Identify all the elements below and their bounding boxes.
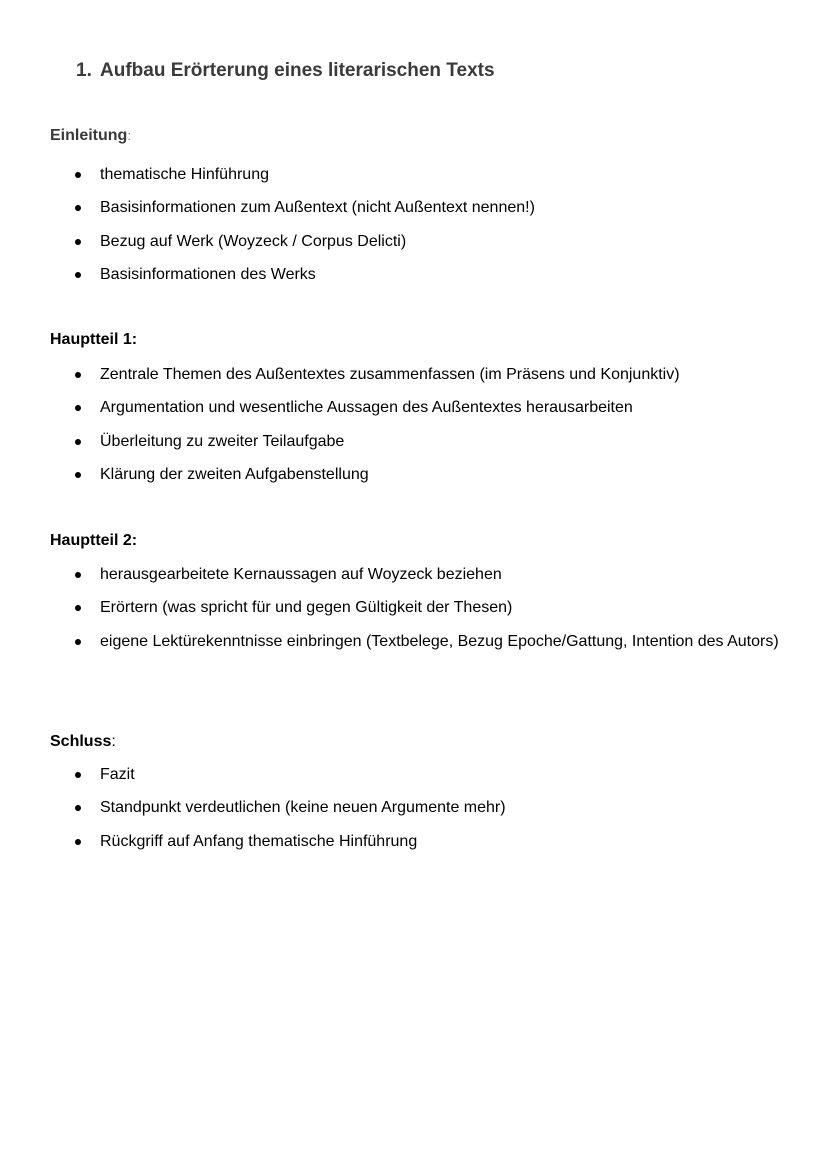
hauptteil-1-heading-text: Hauptteil 1: — [50, 331, 138, 348]
bullet-icon — [75, 405, 81, 411]
list-item-text: herausgearbeitete Kernaussagen auf Woyzeck beziehen — [100, 566, 502, 583]
title-number: 1. — [76, 60, 92, 81]
list-item-text: eigene Lektürekenntnisse einbringen (Textbelege, Bezug Epoche/Gattung, Intention des Autors) — [100, 632, 779, 650]
list-item-text: Bezug auf Werk (Woyzeck / Corpus Delicti) — [100, 232, 407, 250]
bullet-icon — [75, 839, 81, 845]
bullet-icon — [75, 372, 81, 378]
schluss-heading-text: Schluss — [50, 733, 112, 750]
list-item-text: Argumentation und wesentliche Aussagen des Außentextes herausarbeiten — [100, 399, 633, 417]
bullet-icon — [75, 172, 81, 178]
list-item-text: Standpunkt verdeutlichen (keine neuen Argumente mehr) — [100, 799, 506, 817]
einleitung-heading-text: Einleitung — [50, 127, 128, 144]
list-item-text: Fazit — [100, 766, 135, 783]
schluss-heading-colon: : — [111, 733, 116, 750]
list-item-text: Überleitung zu zweiter Teilaufgabe — [100, 432, 345, 450]
list-item-text: Zentrale Themen des Außentextes zusammenfassen (im Präsens und Konjunktiv) — [100, 366, 680, 383]
bullet-icon — [75, 439, 81, 445]
bullet-icon — [75, 772, 81, 778]
bullet-icon — [75, 205, 81, 211]
section-heading-schluss — [50, 733, 116, 751]
bullet-icon — [75, 239, 81, 245]
bullet-icon — [75, 572, 81, 578]
list-item-text: Erörtern (was spricht für und gegen Gültigkeit der Thesen) — [100, 599, 513, 617]
page-title — [76, 60, 495, 82]
title-text: Aufbau Erörterung eines literarischen Texts — [100, 60, 495, 81]
bullet-icon — [75, 639, 81, 645]
list-item-text: Rückgriff auf Anfang thematische Hinführung — [100, 832, 418, 850]
list-item-text: thematische Hinführung — [100, 166, 269, 183]
list-item-text: Basisinformationen zum Außentext (nicht Außentext nennen!) — [100, 199, 535, 217]
section-heading-hauptteil-1 — [50, 331, 137, 349]
bullet-icon — [75, 272, 81, 278]
hauptteil-2-heading-text: Hauptteil 2: — [50, 532, 138, 549]
bullet-icon — [75, 472, 81, 478]
list-item-text: Klärung der zweiten Aufgabenstellung — [100, 465, 369, 483]
list-item-text: Basisinformationen des Werks — [100, 265, 316, 283]
einleitung-heading-colon: : — [127, 128, 131, 143]
bullet-icon — [75, 805, 81, 811]
bullet-icon — [75, 605, 81, 611]
section-heading-hauptteil-2 — [50, 532, 137, 550]
section-heading-einleitung — [50, 127, 131, 145]
